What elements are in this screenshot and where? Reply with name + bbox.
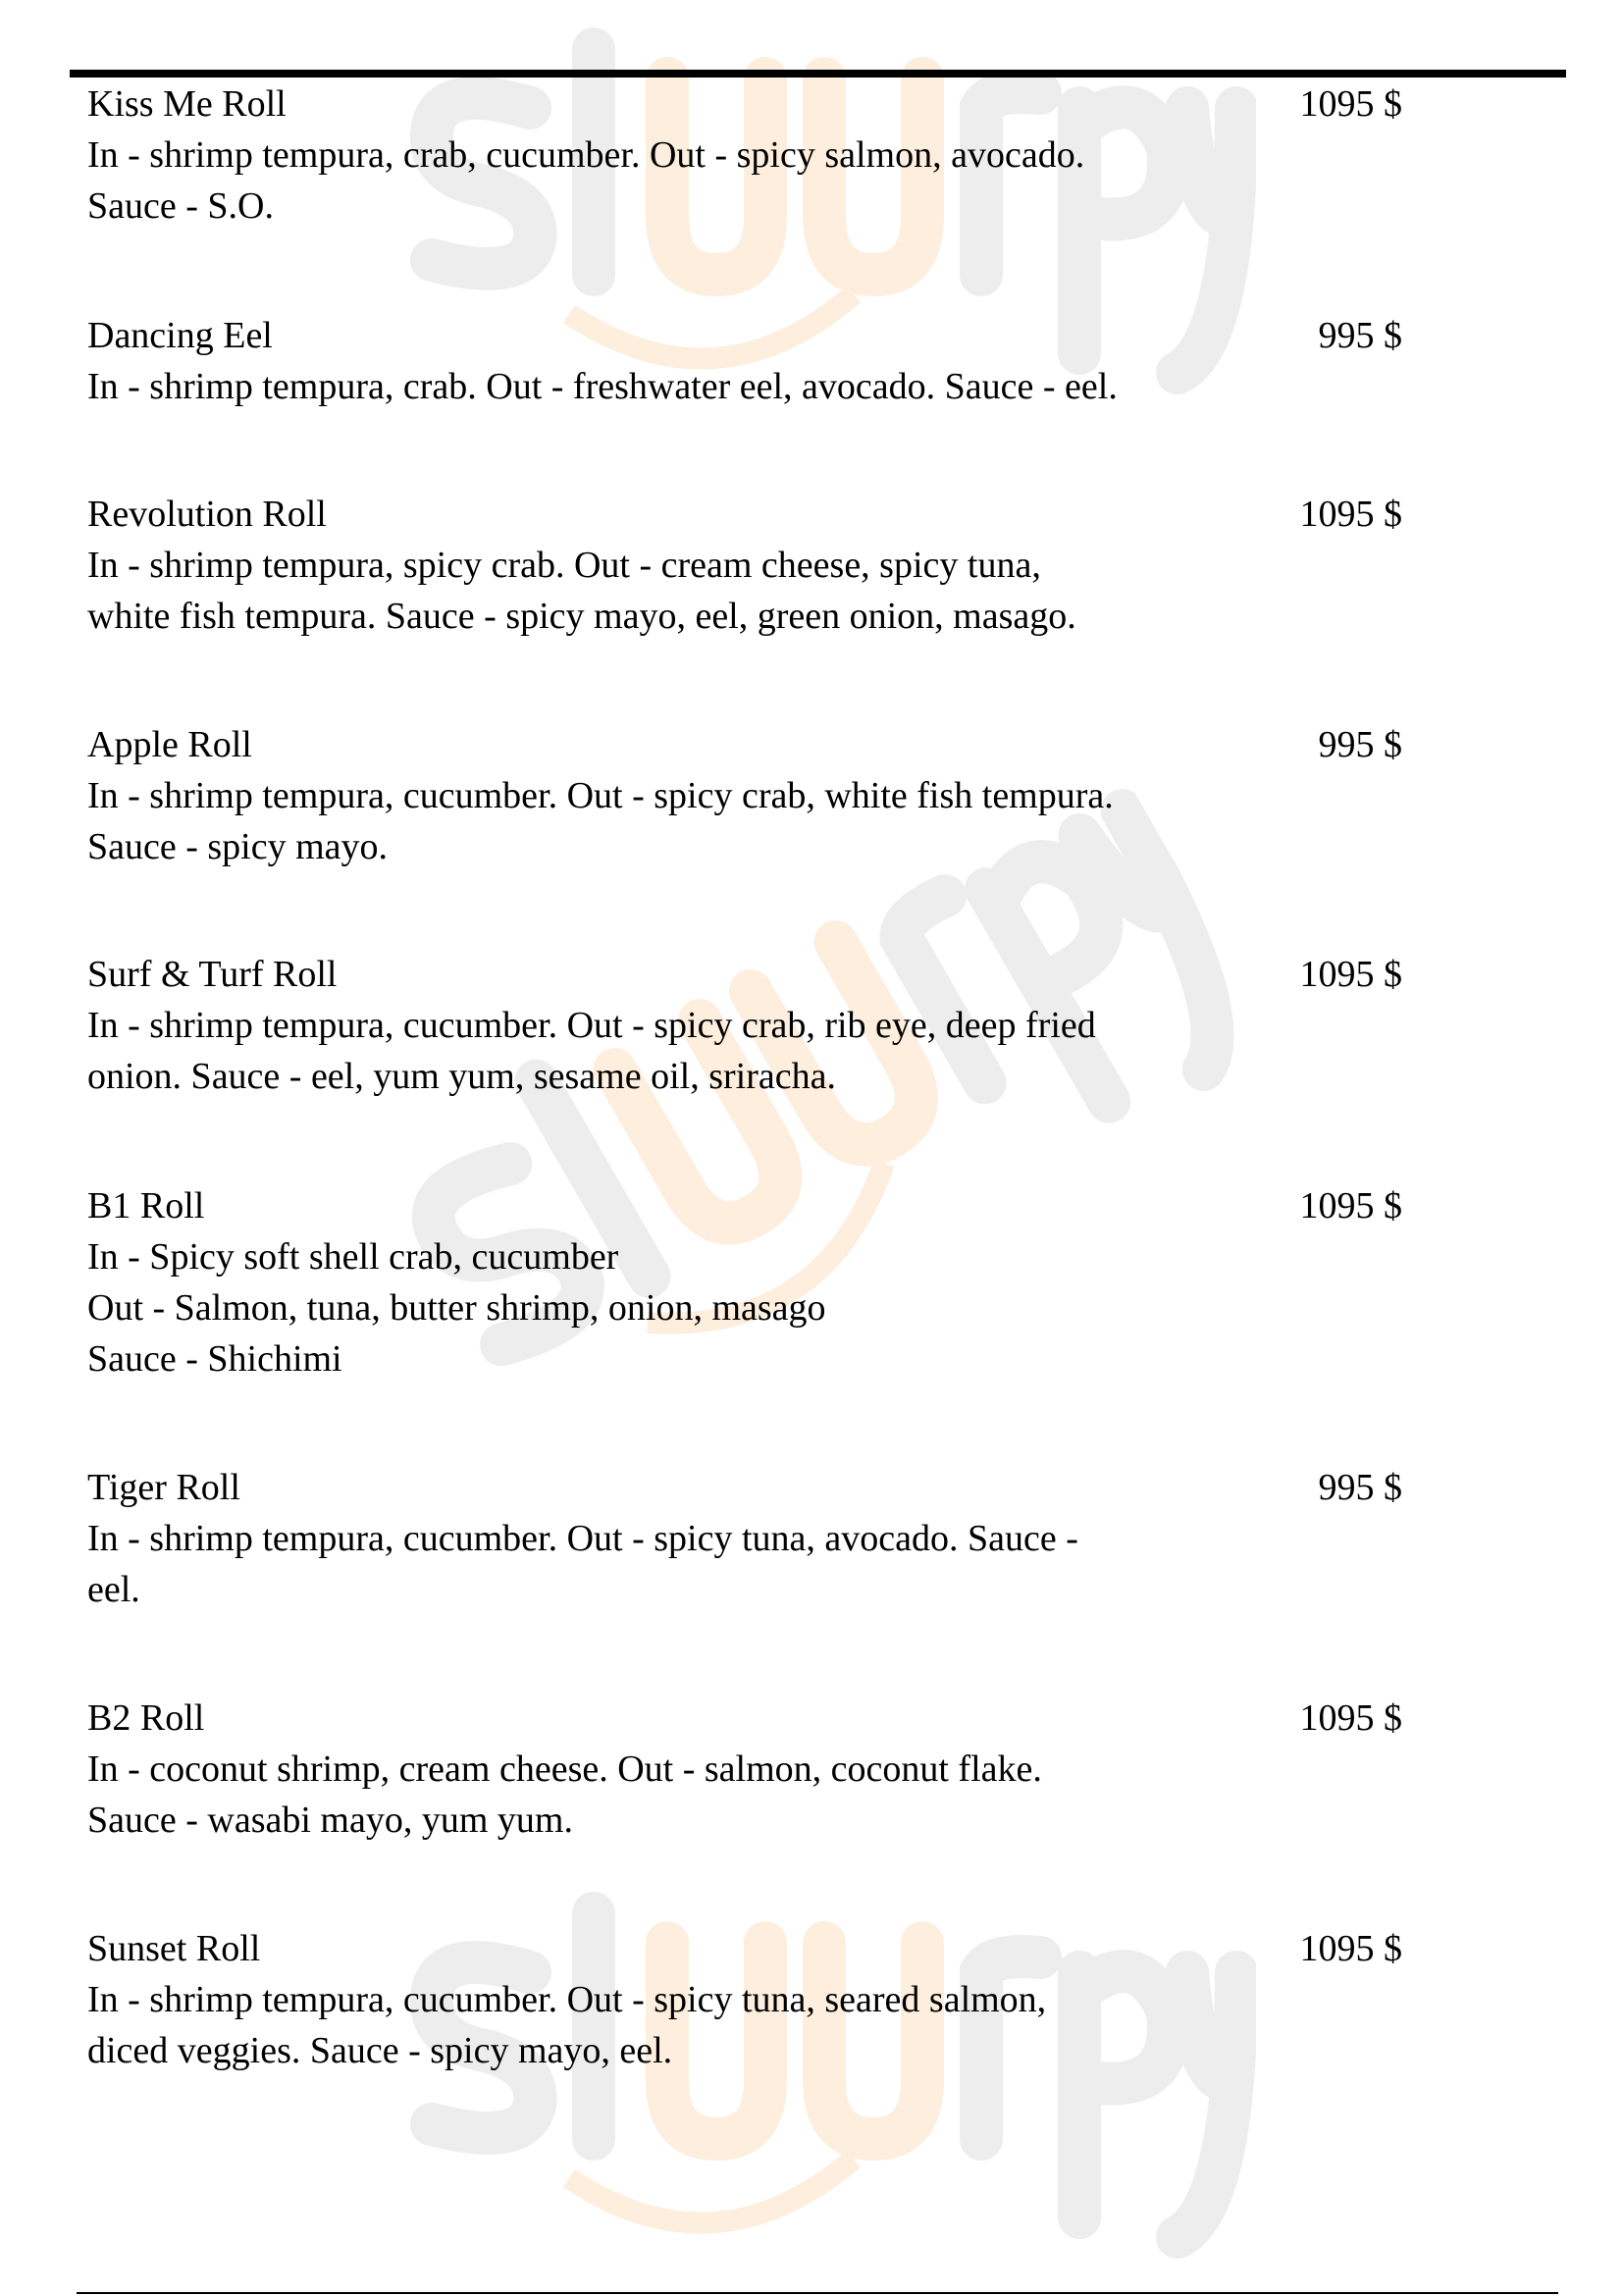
item-description: In - shrimp tempura, crab. Out - freshwater eel, avocado. Sauce - eel. <box>87 366 1118 407</box>
item-description: In - shrimp tempura, cucumber. Out - spicy tuna, avocado. Sauce - eel. <box>87 1518 1078 1610</box>
menu-item <box>87 1693 1402 1846</box>
item-price: 1095 $ <box>1299 954 1402 995</box>
item-price: 1095 $ <box>1299 494 1402 535</box>
item-name: Revolution Roll <box>87 494 327 535</box>
menu-item <box>87 719 1402 872</box>
item-name: Surf & Turf Roll <box>87 954 338 995</box>
item-name: B2 Roll <box>87 1697 205 1739</box>
item-price: 995 $ <box>1318 315 1402 356</box>
menu-item <box>87 949 1402 1102</box>
menu-item <box>87 78 1402 232</box>
item-price: 1095 $ <box>1299 1697 1402 1739</box>
item-price: 995 $ <box>1318 724 1402 765</box>
menu-item <box>87 489 1402 642</box>
item-name: Sunset Roll <box>87 1928 261 1969</box>
item-description: In - coconut shrimp, cream cheese. Out - salmon, coconut flake. Sauce - wasabi mayo, yum yum. <box>87 1748 1042 1841</box>
bottom-rule <box>77 2292 1558 2294</box>
item-price: 1095 $ <box>1299 83 1402 125</box>
menu-item <box>87 310 1402 412</box>
item-price: 1095 $ <box>1299 1185 1402 1226</box>
item-description: In - shrimp tempura, cucumber. Out - spicy crab, rib eye, deep fried onion. Sauce - eel, yum yum, sesame oil, sriracha. <box>87 1005 1096 1097</box>
item-name: Dancing Eel <box>87 315 273 356</box>
menu-item <box>87 1180 1402 1384</box>
item-description: In - shrimp tempura, spicy crab. Out - cream cheese, spicy tuna, white fish tempura. Sauce - spicy mayo, eel, green onion, masago. <box>87 545 1076 637</box>
item-name: Tiger Roll <box>87 1467 240 1508</box>
item-description: In - shrimp tempura, cucumber. Out - spicy crab, white fish tempura. Sauce - spicy mayo. <box>87 775 1114 867</box>
item-name: B1 Roll <box>87 1185 205 1226</box>
menu-item <box>87 1462 1402 1615</box>
item-name: Apple Roll <box>87 724 252 765</box>
item-price: 995 $ <box>1318 1467 1402 1508</box>
item-description: In - shrimp tempura, cucumber. Out - spicy tuna, seared salmon, diced veggies. Sauce - spicy mayo, eel. <box>87 1979 1047 2071</box>
menu-item <box>87 1923 1402 2076</box>
item-name: Kiss Me Roll <box>87 83 287 125</box>
item-description: In - Spicy soft shell crab, cucumber Out - Salmon, tuna, butter shrimp, onion, masago Sauce - Shichimi <box>87 1236 826 1380</box>
item-description: In - shrimp tempura, crab, cucumber. Out - spicy salmon, avocado. Sauce - S.O. <box>87 134 1085 227</box>
item-price: 1095 $ <box>1299 1928 1402 1969</box>
top-rule <box>70 70 1566 78</box>
